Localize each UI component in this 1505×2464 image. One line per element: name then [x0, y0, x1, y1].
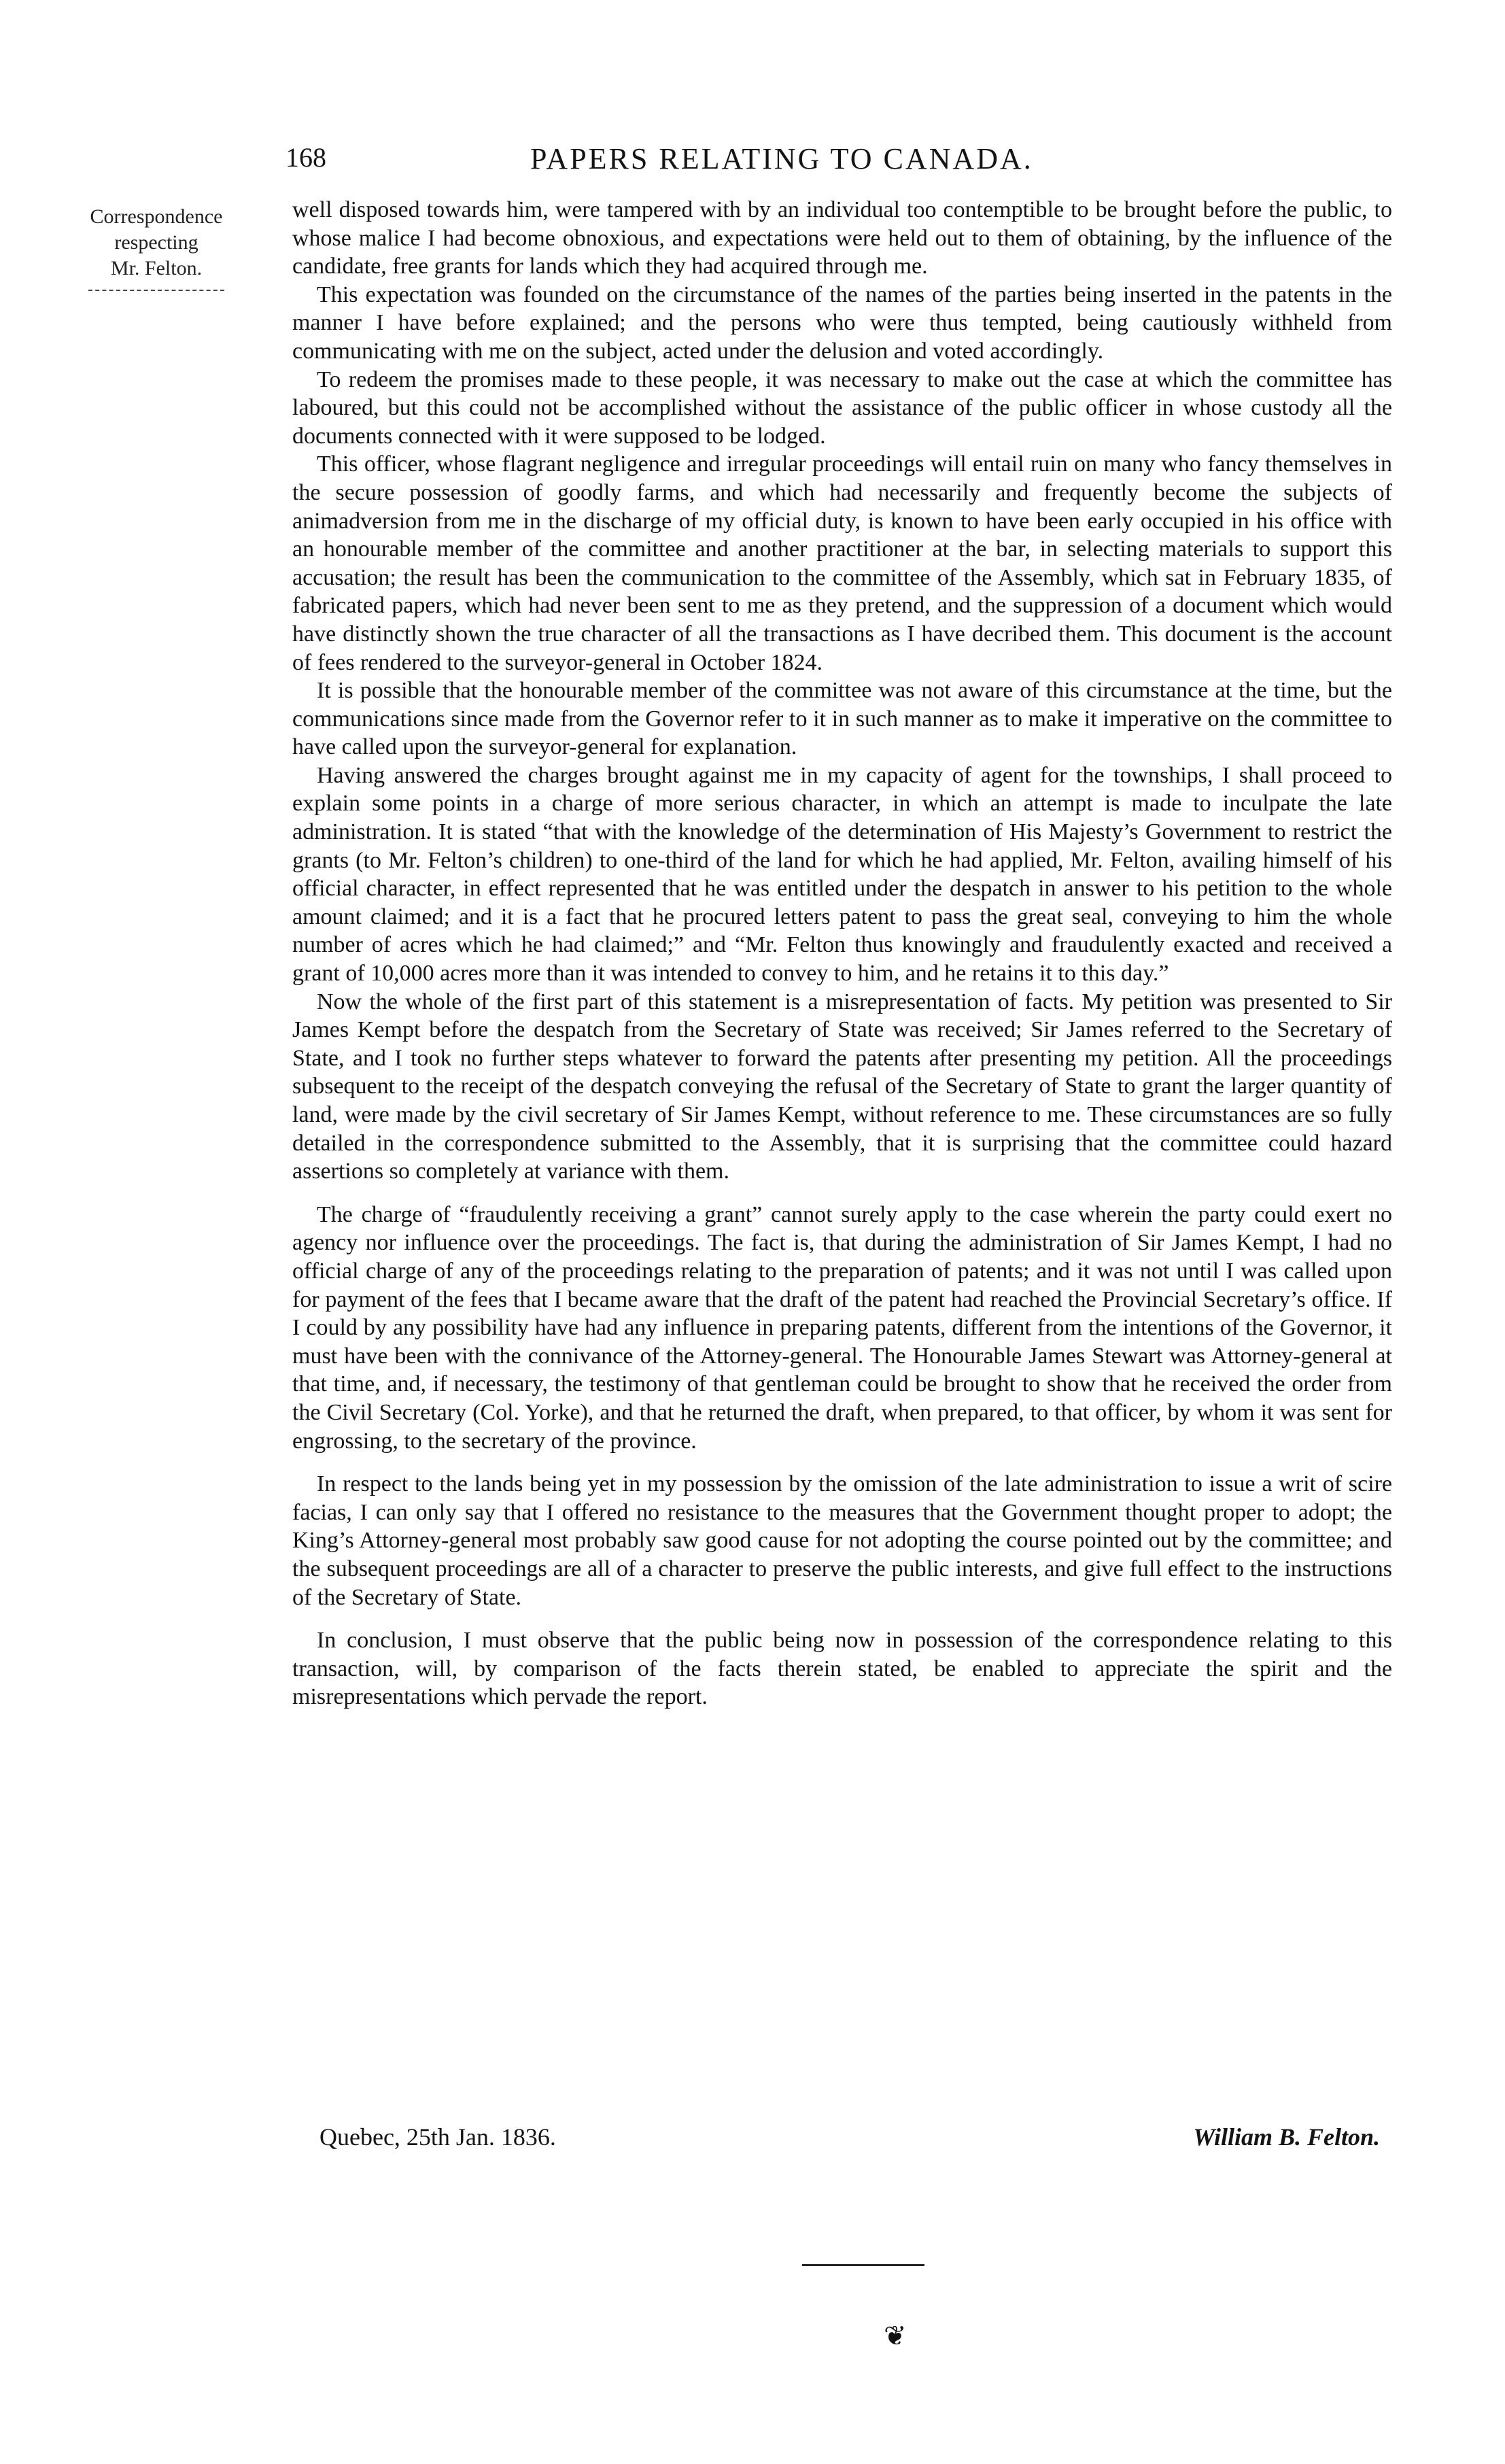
place-date: Quebec, 25th Jan. 1836.: [319, 2123, 556, 2151]
page-number: 168: [286, 142, 326, 173]
paragraph: In conclusion, I must observe that the public being now in possession of the correspondence relating to this transaction, will, by comparison of the facts therein stated, be enabled to appreciate the spirit and the misrepresentations which pervade the report.: [292, 1628, 1392, 1710]
paragraph: The charge of “fraudulently receiving a grant” cannot surely apply to the case wherein the party could exert no agency nor influence over the proceedings. The fact is, that during the administration of Sir James Kempt, I had no official charge of any of the proceedings relating to the preparation of patents; and it was not until I was called upon for payment of the fees that I became aware that the draft of the patent had reached the Provincial Secretary’s office. If I could by any possibility have had any influence in preparing patents, different from the intentions of the Governor, it must have been with the connivance of the Attorney-general. The Honourable James Stewart was Attorney-general at that time, and, if necessary, the testimony of that gentleman could be brought to show that he received the order from the Civil Secretary (Col. Yorke), and that he returned the draft, when prepared, to that officer, by whom it was sent for engrossing, to the secretary of the province.: [292, 1201, 1392, 1454]
running-title: PAPERS RELATING TO CANADA.: [530, 142, 1033, 175]
paragraph: well disposed towards him, were tampered with by an individual too contemptible to be brought before the public, to whose malice I had become obnoxious, and expectations were held out to them of obtaining, by the influence of the candidate, free grants for lands which they had acquired through me.: [292, 197, 1392, 279]
marginal-note-line: respecting: [114, 231, 198, 254]
signature: William B. Felton.: [1193, 2123, 1380, 2151]
paragraph: This officer, whose flagrant negligence and irregular proceedings will entail ruin on many who fancy themselves in the secure possession of goodly farms, and which had necessarily and frequently become the subjects of animadversion from me in the discharge of my official duty, is known to have been early occupied in his office with an honourable member of the committee and another practitioner at the bar, in selecting materials to support this accusation; the result has been the communication to the committee of the Assembly, which sat in February 1835, of fabricated papers, which had never been sent to me as they pretend, and the suppression of a document which would have distinctly shown the true character of all the transactions as I have decribed them. This document is the account of fees rendered to the surveyor-general in October 1824.: [292, 451, 1392, 675]
paragraph: Now the whole of the first part of this statement is a misrepresentation of facts. My petition was presented to Sir James Kempt before the despatch from the Secretary of State was received; Sir James referred to the Secretary of State, and I took no further steps whatever to forward the patents after presenting my petition. All the proceedings subsequent to the receipt of the despatch conveying the refusal of the Secretary of State to grant the larger quantity of land, were made by the civil secretary of Sir James Kempt, without reference to me. These circumstances are so fully detailed in the correspondence submitted to the Assembly, that it is surprising that the committee could hazard assertions so completely at variance with them.: [292, 989, 1392, 1184]
marginal-note-line: Mr. Felton.: [110, 257, 203, 279]
marginal-note: [41, 204, 272, 291]
paragraph: Having answered the charges brought against me in my capacity of agent for the townships, I shall proceed to explain some points in a charge of more serious character, in which an attempt is made to inculpate the late administration. It is stated “that with the knowledge of the determination of His Majesty’s Government to restrict the grants (to Mr. Felton’s children) to one-third of the land for which he had applied, Mr. Felton, availing himself of his official character, in effect represented that he was entitled under the despatch in answer to his petition to the whole amount claimed; and it is a fact that he procured letters patent to pass the great seal, conveying to him the whole number of acres which he had claimed;” and “Mr. Felton thus knowingly and fraudulently exacted and received a grant of 10,000 acres more than it was intended to convey to him, and he retains it to this day.”: [292, 762, 1392, 987]
body-text: [292, 196, 1392, 1711]
end-rule: [802, 2264, 924, 2266]
paragraph: In respect to the lands being yet in my possession by the omission of the late administration to issue a writ of scire facias, I can only say that I offered no resistance to the measures that the Government thought proper to adopt; the King’s Attorney-general most probably saw good cause for not adopting the course pointed out by the committee; and the subsequent proceedings are all of a character to preserve the public interests, and give full effect to the instructions of the Secretary of State.: [292, 1471, 1392, 1610]
paragraph: It is possible that the honourable member of the committee was not aware of this circumstance at the time, but the communications since made from the Governor refer to it in such manner as to make it imperative on the committee to have called upon the surveyor-general for explanation.: [292, 678, 1392, 760]
marginal-note-line: Correspondence: [90, 205, 223, 228]
paragraph: To redeem the promises made to these people, it was necessary to make out the case at which the committee has laboured, but this could not be accomplished without the assistance of the public officer in whose custody all the documents connected with it were supposed to be lodged.: [292, 366, 1392, 449]
paragraph: This expectation was founded on the circumstance of the names of the parties being inserted in the patents in the manner I have before explained; and the persons who were thus tempted, being cautiously withheld from communicating with me on the subject, acted under the delusion and voted accordingly.: [292, 281, 1392, 364]
fleuron-icon: ❦: [884, 2321, 907, 2351]
marginal-note-rule: [88, 290, 224, 291]
